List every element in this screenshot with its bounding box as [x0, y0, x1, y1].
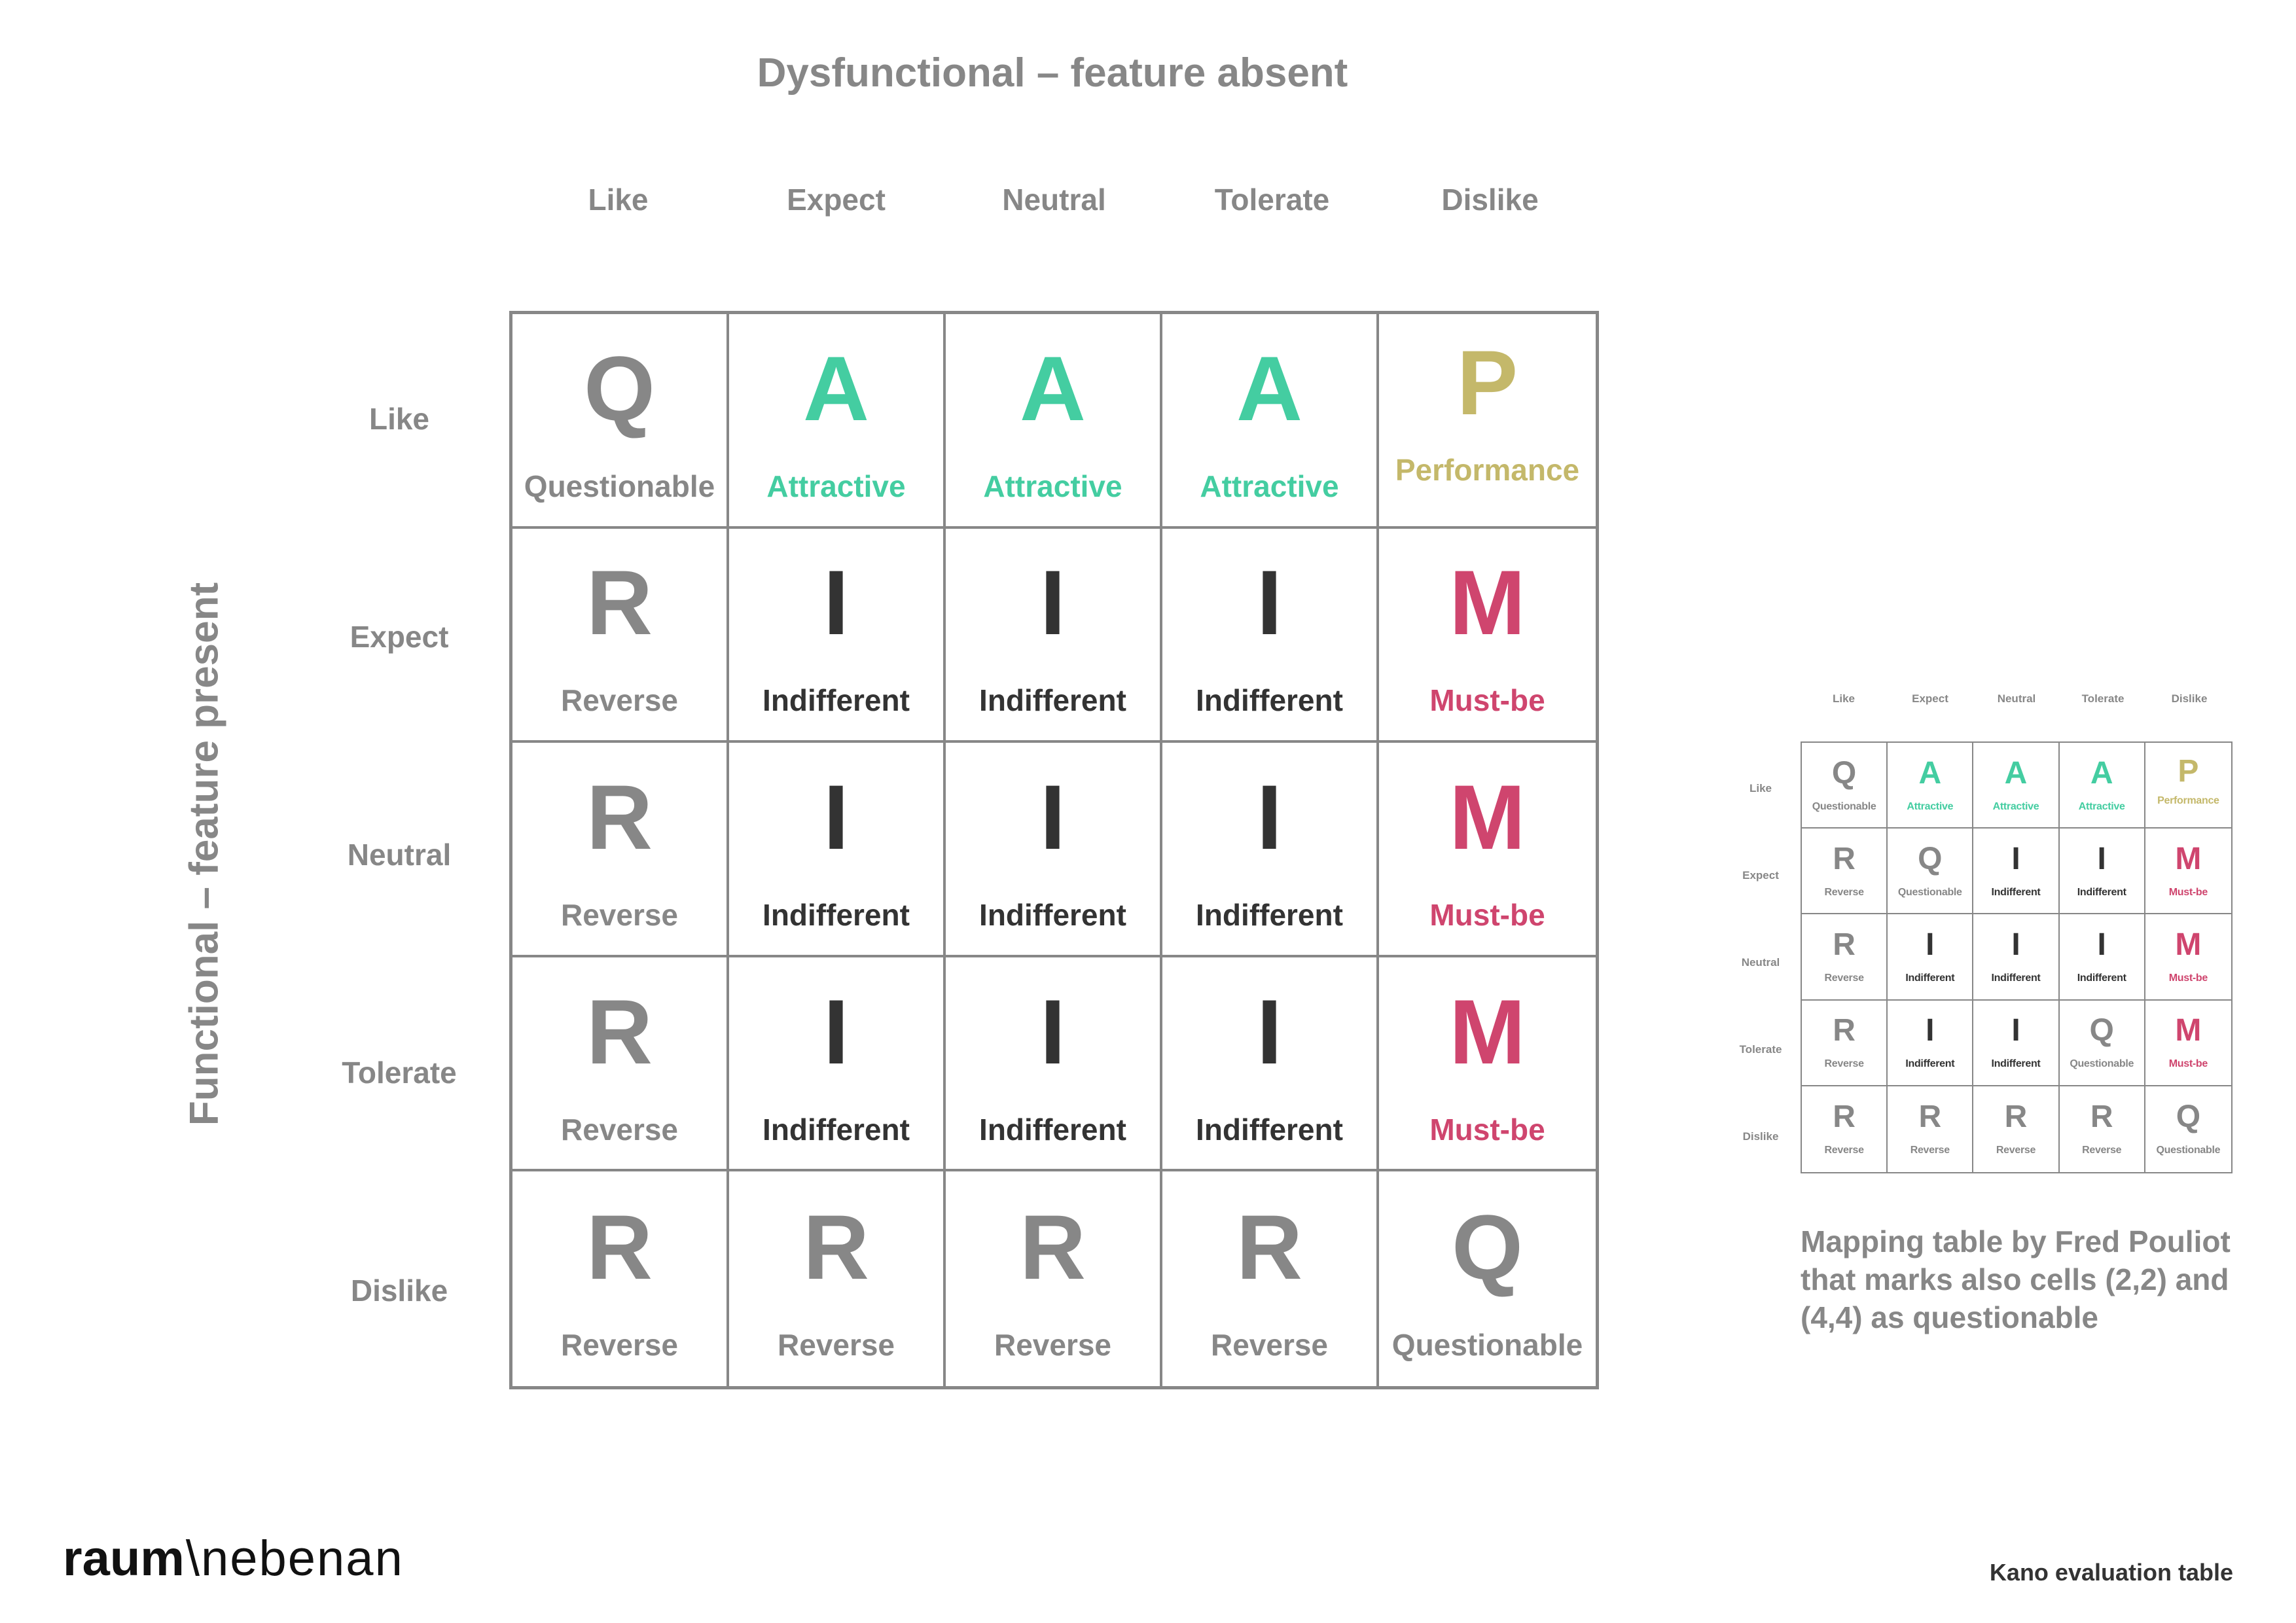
table-cell	[729, 743, 946, 957]
category-name: Reverse	[1824, 972, 1864, 984]
category-name: Attractive	[1200, 469, 1339, 503]
table-cell	[1162, 314, 1379, 529]
category-name: Indifferent	[762, 897, 910, 932]
category-letter: M	[1449, 765, 1526, 868]
category-letter: A	[2004, 755, 2028, 791]
col-label-expect: Expect	[787, 183, 886, 217]
table-cell	[946, 957, 1162, 1172]
mini-col-label-dislike: Dislike	[2171, 692, 2208, 705]
category-letter: I	[1040, 980, 1066, 1083]
table-cell	[2060, 914, 2145, 1000]
category-letter: I	[1257, 980, 1282, 1083]
table-cell	[729, 529, 946, 743]
table-cell	[729, 314, 946, 529]
category-letter: R	[2090, 1099, 2113, 1135]
category-letter: Q	[2176, 1099, 2201, 1135]
table-cell	[1379, 957, 1596, 1172]
category-name: Indifferent	[1196, 683, 1343, 718]
category-name: Must-be	[1429, 1112, 1545, 1147]
category-name: Indifferent	[979, 683, 1126, 718]
table-cell	[946, 314, 1162, 529]
table-cell	[1162, 957, 1379, 1172]
category-letter: M	[2175, 841, 2202, 876]
mini-row-label-expect: Expect	[1742, 869, 1779, 882]
category-name: Questionable	[1391, 1328, 1583, 1363]
category-letter: R	[586, 551, 653, 654]
table-cell	[1973, 829, 2059, 914]
row-label-tolerate: Tolerate	[342, 1056, 457, 1090]
category-letter: Q	[1452, 1196, 1523, 1299]
mapping-table-caption: Mapping table by Fred Pouliot that marks also cells (2,2) and (4,4) as questionable	[1801, 1224, 2231, 1334]
table-cell	[1888, 1001, 1973, 1086]
table-cell	[729, 1171, 946, 1386]
functional-axis-title: Functional – feature present	[181, 582, 227, 1126]
table-cell	[946, 529, 1162, 743]
category-letter: R	[2004, 1099, 2028, 1135]
category-letter: I	[2097, 841, 2106, 876]
category-letter: I	[823, 765, 849, 868]
category-name: Performance	[2157, 794, 2219, 806]
category-name: Questionable	[2156, 1145, 2221, 1156]
category-letter: I	[1926, 1013, 1935, 1048]
category-name: Must-be	[2168, 1058, 2208, 1070]
table-cell	[1379, 314, 1596, 529]
category-letter: Q	[1831, 755, 1857, 791]
category-name: Reverse	[1824, 886, 1864, 898]
category-name: Attractive	[1907, 800, 1954, 812]
category-letter: I	[823, 980, 849, 1083]
mini-row-label-like: Like	[1749, 782, 1772, 794]
dysfunctional-axis-title: Dysfunctional – feature absent	[757, 50, 1348, 96]
category-name: Reverse	[2082, 1145, 2122, 1156]
category-letter: I	[1257, 765, 1282, 868]
category-name: Indifferent	[762, 1112, 910, 1147]
category-letter: R	[1236, 1196, 1303, 1299]
category-name: Must-be	[1429, 897, 1545, 932]
col-label-like: Like	[588, 183, 649, 217]
table-cell	[2145, 829, 2231, 914]
table-cell	[2145, 743, 2231, 829]
category-name: Reverse	[1824, 1145, 1864, 1156]
category-letter: I	[823, 551, 849, 654]
category-letter: A	[802, 336, 870, 440]
table-cell	[1973, 914, 2059, 1000]
category-letter: R	[1019, 1196, 1086, 1299]
logo-light-part: nebenan	[200, 1531, 404, 1586]
mini-row-label-dislike: Dislike	[1742, 1130, 1779, 1143]
mini-row-label-neutral: Neutral	[1741, 956, 1780, 969]
category-letter: M	[2175, 1013, 2202, 1048]
table-cell	[2060, 829, 2145, 914]
pouliot-mapping-table	[1801, 741, 2233, 1173]
category-name: Reverse	[1824, 1058, 1864, 1070]
table-cell	[2060, 1001, 2145, 1086]
category-letter: M	[1449, 980, 1526, 1083]
category-name: Indifferent	[979, 1112, 1126, 1147]
category-name: Questionable	[1897, 886, 1962, 898]
table-cell	[1888, 914, 1973, 1000]
col-label-neutral: Neutral	[1002, 183, 1106, 217]
category-name: Must-be	[1429, 683, 1545, 718]
category-letter: R	[1833, 1099, 1856, 1135]
col-label-tolerate: Tolerate	[1214, 183, 1330, 217]
category-letter: I	[2011, 841, 2020, 876]
table-cell	[1802, 914, 1888, 1000]
table-cell	[1802, 829, 1888, 914]
col-label-dislike: Dislike	[1441, 183, 1539, 217]
category-name: Must-be	[2168, 972, 2208, 984]
category-letter: A	[1236, 336, 1303, 440]
category-letter: I	[1257, 551, 1282, 654]
category-name: Reverse	[1996, 1145, 2036, 1156]
category-name: Indifferent	[1991, 972, 2041, 984]
table-cell	[946, 1171, 1162, 1386]
category-name: Reverse	[560, 1328, 679, 1363]
category-name: Reverse	[1910, 1145, 1950, 1156]
category-name: Reverse	[994, 1328, 1112, 1363]
table-cell	[1888, 1086, 1973, 1172]
category-name: Questionable	[524, 469, 715, 503]
table-cell	[512, 529, 729, 743]
table-cell	[2060, 1086, 2145, 1172]
logo-bold-part: raum	[63, 1531, 185, 1586]
raum-nebenan-logo	[63, 1530, 404, 1587]
category-name: Reverse	[777, 1328, 895, 1363]
table-cell	[1162, 743, 1379, 957]
table-cell	[2060, 743, 2145, 829]
category-letter: A	[2090, 755, 2113, 791]
table-cell	[1888, 829, 1973, 914]
table-cell	[512, 957, 729, 1172]
table-cell	[2145, 1001, 2231, 1086]
category-letter: R	[1918, 1099, 1942, 1135]
category-name: Attractive	[1992, 800, 2039, 812]
category-letter: I	[1926, 927, 1935, 962]
category-name: Indifferent	[1991, 886, 2041, 898]
table-cell	[1379, 529, 1596, 743]
category-name: Indifferent	[2077, 886, 2126, 898]
table-cell	[1162, 1171, 1379, 1386]
table-cell	[512, 743, 729, 957]
category-name: Indifferent	[1905, 1058, 1955, 1070]
category-name: Performance	[1395, 452, 1580, 487]
category-name: Attractive	[2078, 800, 2125, 812]
table-cell	[2145, 1086, 2231, 1172]
table-cell	[1379, 743, 1596, 957]
category-letter: P	[2178, 753, 2199, 789]
table-cell	[1802, 1001, 1888, 1086]
category-letter: R	[586, 980, 653, 1083]
category-letter: I	[1040, 765, 1066, 868]
category-name: Indifferent	[762, 683, 910, 718]
category-name: Indifferent	[1196, 1112, 1343, 1147]
category-letter: I	[2011, 927, 2020, 962]
table-cell	[946, 743, 1162, 957]
category-letter: R	[1833, 927, 1856, 962]
category-name: Must-be	[2168, 886, 2208, 898]
table-cell	[729, 957, 946, 1172]
category-letter: A	[1019, 336, 1086, 440]
mini-col-label-neutral: Neutral	[1997, 692, 2036, 705]
category-name: Attractive	[766, 469, 906, 503]
category-letter: R	[802, 1196, 870, 1299]
row-label-expect: Expect	[350, 620, 449, 654]
category-letter: R	[1833, 1013, 1856, 1048]
kano-evaluation-table	[509, 311, 1599, 1389]
category-name: Attractive	[983, 469, 1122, 503]
category-letter: R	[586, 1196, 653, 1299]
mini-row-label-tolerate: Tolerate	[1739, 1043, 1782, 1056]
table-cell	[1802, 1086, 1888, 1172]
table-cell	[1802, 743, 1888, 829]
category-letter: M	[1449, 551, 1526, 654]
table-cell	[1973, 743, 2059, 829]
table-cell	[1162, 529, 1379, 743]
category-name: Reverse	[560, 1112, 679, 1147]
category-name: Reverse	[560, 683, 679, 718]
category-letter: A	[1918, 755, 1942, 791]
category-letter: R	[586, 765, 653, 868]
category-letter: Q	[2089, 1013, 2114, 1048]
mini-col-label-tolerate: Tolerate	[2081, 692, 2125, 705]
category-name: Questionable	[2070, 1058, 2134, 1070]
category-letter: R	[1833, 841, 1856, 876]
category-letter: M	[2175, 927, 2202, 962]
category-letter: I	[1040, 551, 1066, 654]
category-letter: Q	[1918, 841, 1943, 876]
category-name: Indifferent	[1991, 1058, 2041, 1070]
table-cell	[1888, 743, 1973, 829]
table-cell	[512, 1171, 729, 1386]
category-name: Reverse	[560, 897, 679, 932]
row-label-dislike: Dislike	[350, 1274, 448, 1308]
mini-col-label-like: Like	[1832, 692, 1856, 705]
table-cell	[1379, 1171, 1596, 1386]
row-label-neutral: Neutral	[347, 838, 452, 872]
row-label-like: Like	[368, 402, 430, 436]
category-name: Indifferent	[1905, 972, 1955, 984]
category-letter: I	[2097, 927, 2106, 962]
category-name: Questionable	[1812, 800, 1876, 812]
table-cell	[2145, 914, 2231, 1000]
table-cell	[1973, 1001, 2059, 1086]
table-cell	[1973, 1086, 2059, 1172]
category-letter: Q	[584, 336, 655, 440]
category-name: Indifferent	[2077, 972, 2126, 984]
category-letter: P	[1456, 330, 1518, 434]
footer-title: Kano evaluation table	[1989, 1559, 2233, 1586]
logo-slash: \	[185, 1531, 200, 1586]
category-name: Indifferent	[1196, 897, 1343, 932]
category-letter: I	[2011, 1013, 2020, 1048]
mini-col-label-expect: Expect	[1912, 692, 1948, 705]
table-cell	[512, 314, 729, 529]
category-name: Reverse	[1210, 1328, 1329, 1363]
category-name: Indifferent	[979, 897, 1126, 932]
